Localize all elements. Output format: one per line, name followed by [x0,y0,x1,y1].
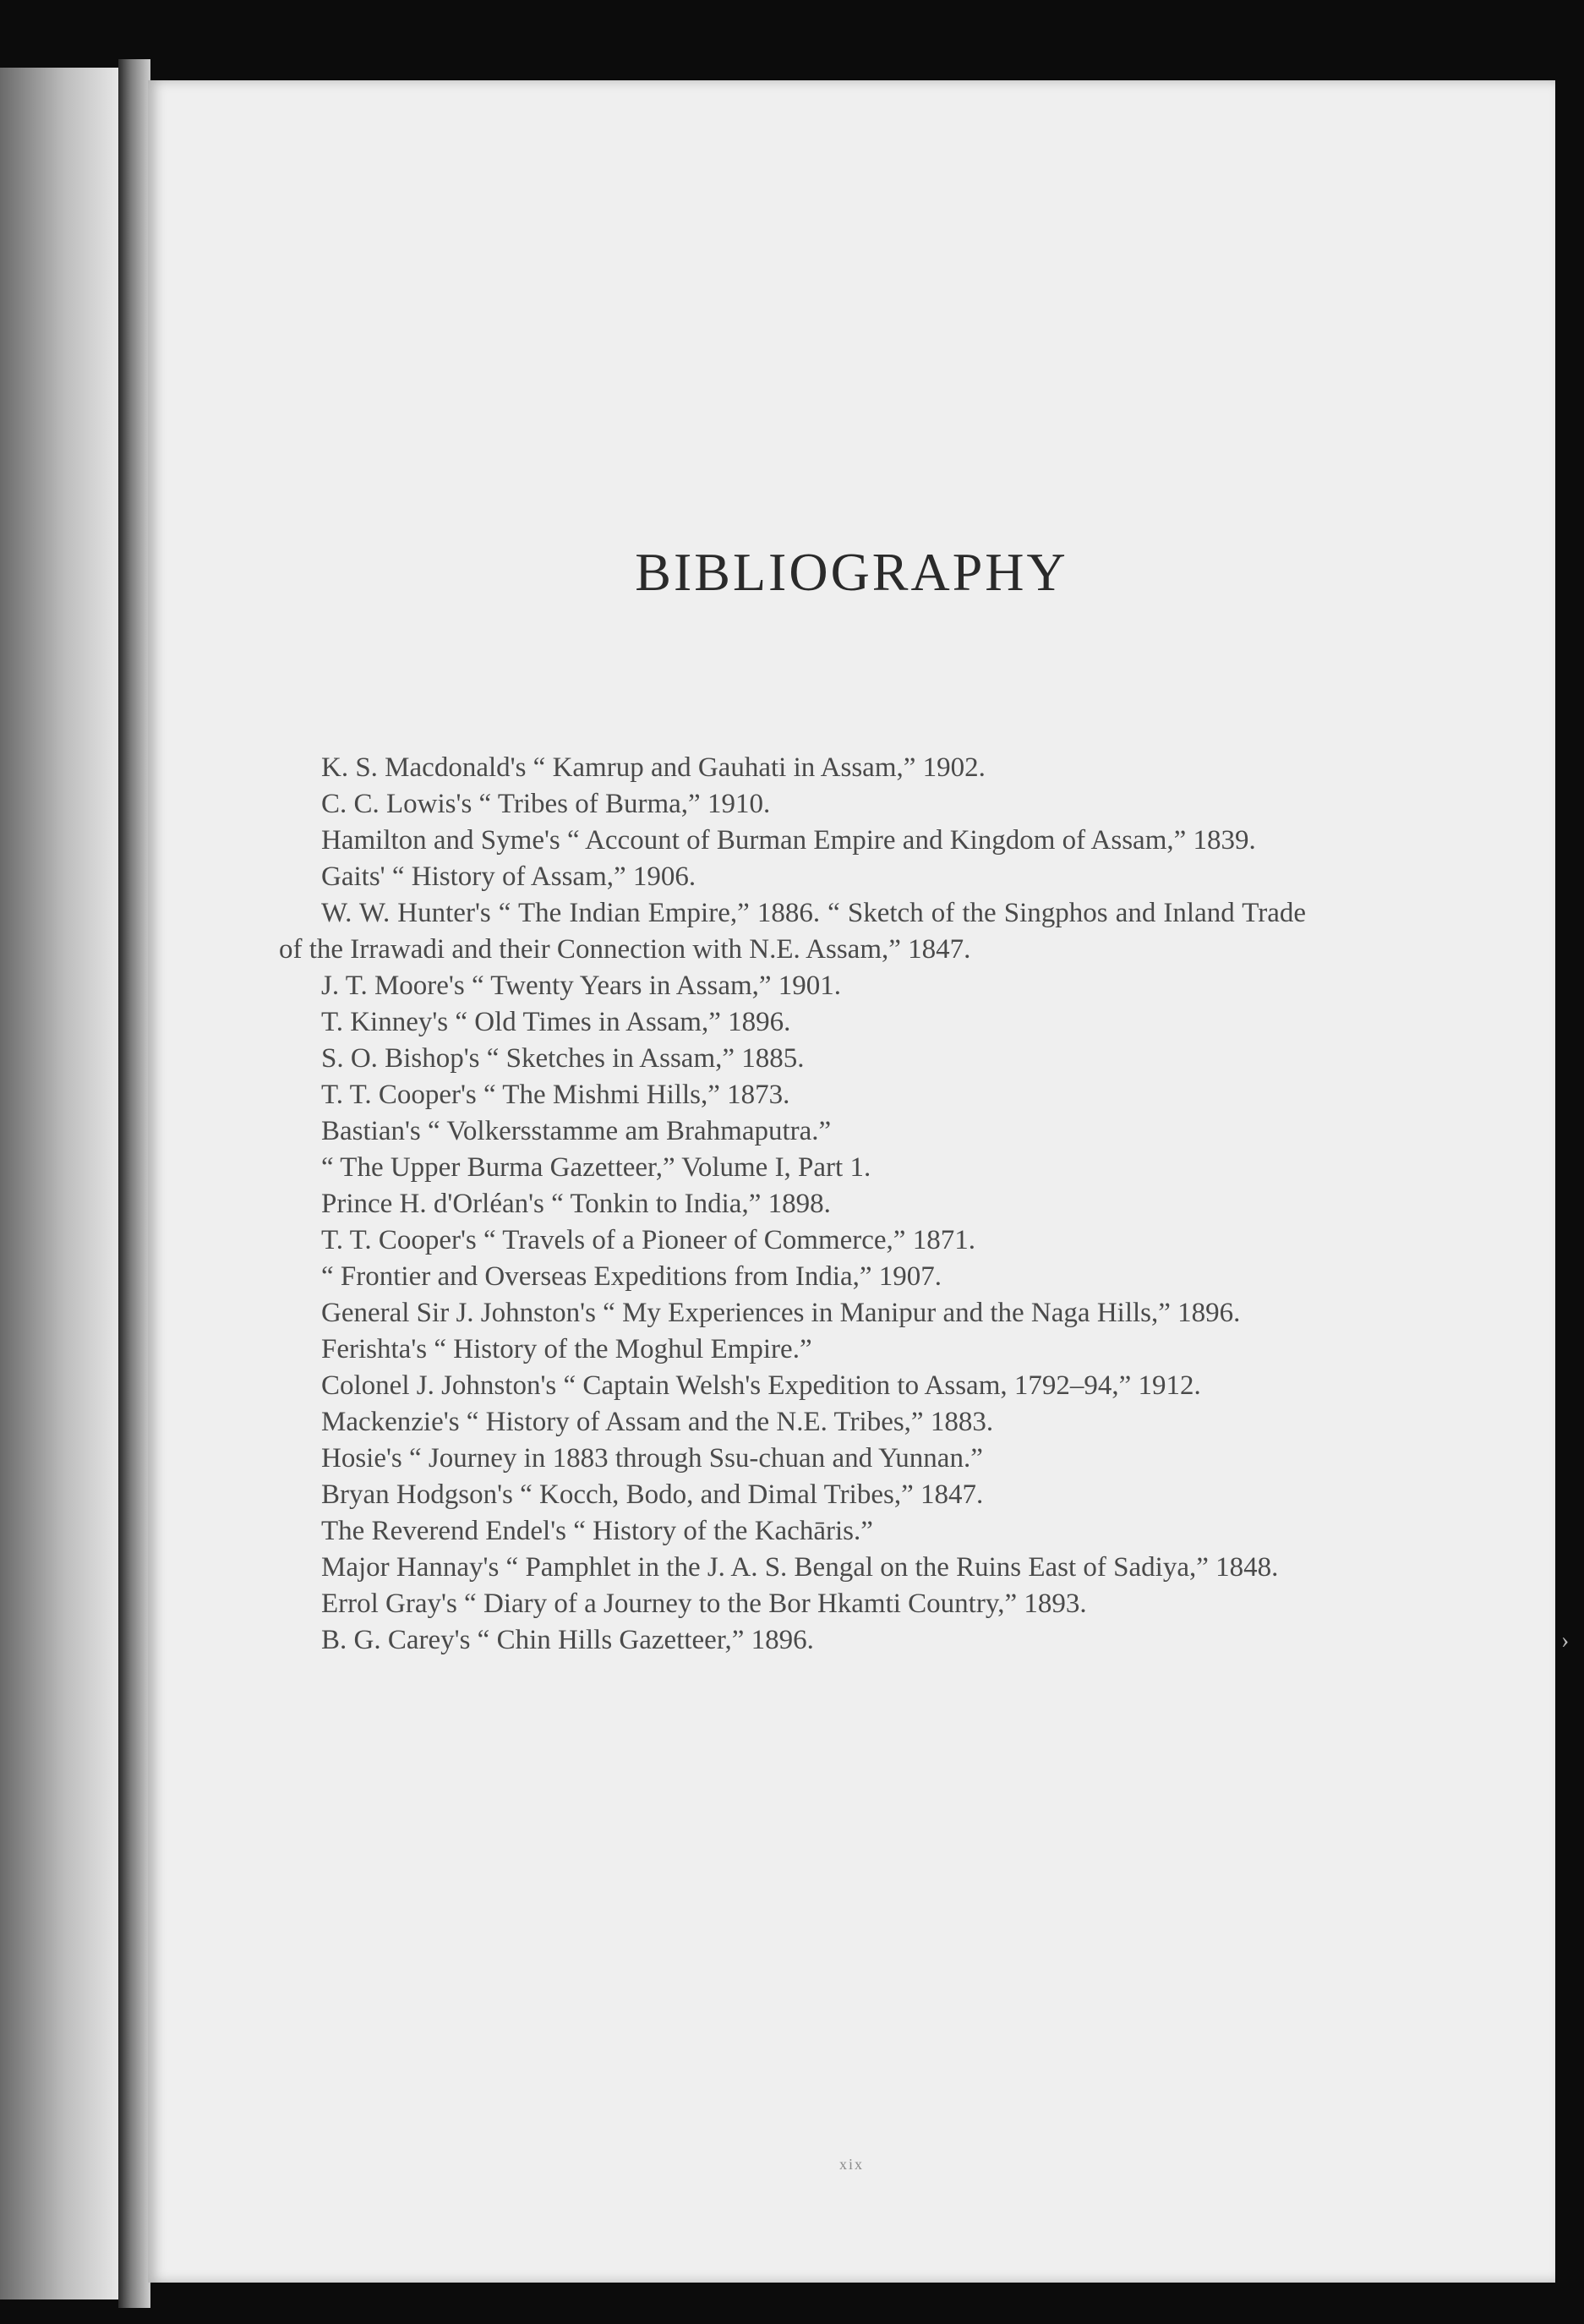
bibliography-entry: Hosie's “ Journey in 1883 through Ssu-chuan and Yunnan.” [321,1443,983,1474]
bibliography-entry: Bastian's “ Volkersstamme am Brahmaputra.” [321,1116,832,1146]
bibliography-entry: General Sir J. Johnston's “ My Experiences in Manipur and the Naga Hills,” 1896. [321,1298,1241,1328]
facing-page-edge [0,68,118,2299]
bibliography-entry: Colonel J. Johnston's “ Captain Welsh's Expedition to Assam, 1792–94,” 1912. [321,1370,1201,1401]
bibliography-entry: C. C. Lowis's “ Tribes of Burma,” 1910. [321,789,771,819]
book-gutter [118,59,150,2308]
page-title: BIBLIOGRAPHY [635,542,1068,602]
bibliography-entry: Gaits' “ History of Assam,” 1906. [321,861,696,892]
bibliography-entry: Prince H. d'Orléan's “ Tonkin to India,” 1898. [321,1189,831,1219]
bibliography-entry: Hamilton and Syme's “ Account of Burman Empire and Kingdom of Assam,” 1839. [321,825,1256,856]
bibliography-entry: “ Frontier and Overseas Expeditions from India,” 1907. [321,1261,942,1292]
bibliography-entry: Bryan Hodgson's “ Kocch, Bodo, and Dimal Tribes,” 1847. [321,1479,984,1510]
bibliography-entry: T. T. Cooper's “ Travels of a Pioneer of Commerce,” 1871. [321,1225,975,1255]
bibliography-entry: K. S. Macdonald's “ Kamrup and Gauhati in Assam,” 1902. [321,752,986,783]
bibliography-entry: T. T. Cooper's “ The Mishmi Hills,” 1873. [321,1080,790,1110]
side-arrow-mark: › [1561,1627,1570,1654]
bibliography-entry: Mackenzie's “ History of Assam and the N.E. Tribes,” 1883. [321,1407,994,1437]
bibliography-entry: B. G. Carey's “ Chin Hills Gazetteer,” 1896. [321,1625,814,1655]
page-number: xix [838,2156,864,2173]
bibliography-entry: Ferishta's “ History of the Moghul Empire.” [321,1334,812,1364]
bibliography-entry: Errol Gray's “ Diary of a Journey to the Bor Hkamti Country,” 1893. [321,1589,1087,1619]
bibliography-entry: “ The Upper Burma Gazetteer,” Volume I, Part 1. [321,1152,871,1183]
bibliography-entry: T. Kinney's “ Old Times in Assam,” 1896. [321,1007,791,1037]
bibliography-entry: J. T. Moore's “ Twenty Years in Assam,” 1901. [321,971,842,1001]
bibliography-list [279,750,1306,1659]
bibliography-entry: S. O. Bishop's “ Sketches in Assam,” 1885. [321,1043,805,1074]
bibliography-entry: Major Hannay's “ Pamphlet in the J. A. S. Bengal on the Ruins East of Sadiya,” 1848. [321,1552,1279,1583]
bibliography-page [148,80,1555,2283]
bibliography-entry: W. W. Hunter's “ The Indian Empire,” 1886. “ Sketch of the Singphos and Inland Trade of the Irrawadi and their Connection with N.E. Assam,” 1847. [279,898,1306,965]
bibliography-entry: The Reverend Endel's “ History of the Kachāris.” [321,1516,873,1546]
